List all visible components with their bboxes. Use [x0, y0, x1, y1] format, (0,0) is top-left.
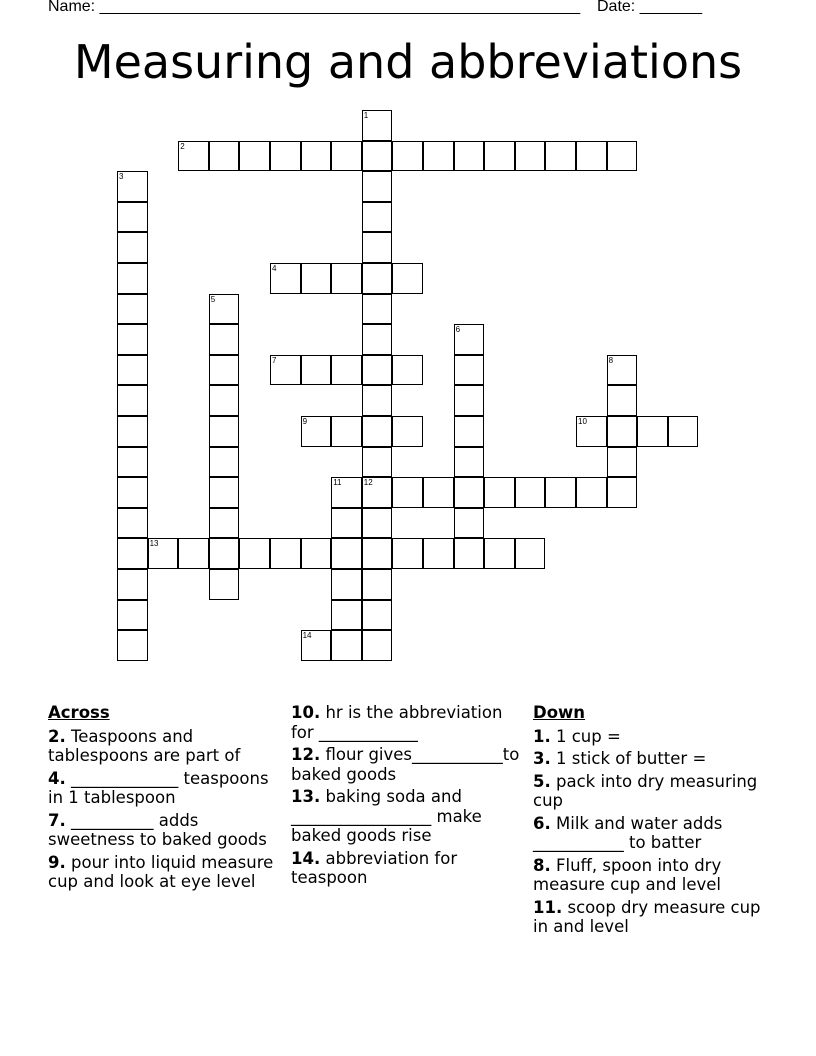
grid-cell[interactable]	[454, 324, 485, 355]
grid-cell[interactable]	[362, 202, 393, 233]
grid-cell[interactable]	[117, 447, 148, 478]
grid-cell[interactable]	[117, 263, 148, 294]
grid-cell[interactable]	[209, 355, 240, 386]
cell-number: 14	[302, 631, 312, 641]
grid-cell[interactable]	[117, 508, 148, 539]
name-label: Name:	[48, 0, 96, 15]
grid-cell[interactable]	[454, 385, 485, 416]
grid-cell[interactable]	[362, 324, 393, 355]
cell-number: 7	[272, 355, 277, 365]
grid-cell[interactable]	[392, 416, 423, 447]
grid-cell[interactable]	[117, 416, 148, 447]
down-clues-column	[533, 703, 771, 940]
grid-cell[interactable]	[576, 477, 607, 508]
grid-cell[interactable]	[576, 416, 607, 447]
grid-cell[interactable]	[270, 263, 301, 294]
across-clues-column-2	[291, 703, 529, 891]
grid-cell[interactable]	[392, 477, 423, 508]
grid-cell[interactable]	[515, 538, 546, 569]
grid-cell[interactable]	[117, 294, 148, 325]
clue-item	[533, 898, 771, 937]
clue-item	[291, 745, 529, 784]
grid-cell[interactable]	[209, 508, 240, 539]
grid-cell[interactable]	[117, 538, 148, 569]
grid-cell[interactable]	[362, 630, 393, 661]
clue-item	[533, 856, 771, 895]
grid-cell[interactable]	[454, 416, 485, 447]
clue-text: pack into dry measuring cup	[533, 771, 758, 810]
cell-number: 6	[455, 325, 461, 335]
grid-cell[interactable]	[545, 141, 576, 172]
clue-text: flour gives___________to baked goods	[291, 745, 520, 784]
grid-cell[interactable]	[209, 324, 240, 355]
grid-cell[interactable]	[209, 416, 240, 447]
cell-number: 4	[272, 264, 277, 273]
grid-cell[interactable]	[362, 263, 393, 294]
grid-cell[interactable]	[392, 263, 423, 294]
grid-cell[interactable]	[209, 294, 240, 325]
grid-cell[interactable]	[270, 141, 301, 172]
grid-cell[interactable]	[515, 141, 546, 172]
clue-text: _____________ teaspoons in 1 tablespoon	[48, 768, 269, 807]
grid-cell[interactable]	[117, 630, 148, 661]
cell-number: 2	[180, 141, 185, 151]
cell-number: 5	[210, 294, 216, 304]
grid-cell[interactable]	[362, 416, 393, 447]
clue-text: scoop dry measure cup in and level	[533, 897, 761, 936]
grid-cell[interactable]	[637, 416, 668, 447]
clue-text: Teaspoons and tablespoons are part of	[48, 726, 241, 765]
grid-cell[interactable]	[117, 324, 148, 355]
grid-cell[interactable]	[209, 569, 240, 600]
clue-text: Milk and water adds ___________ to batter	[533, 813, 723, 852]
grid-cell[interactable]	[301, 141, 332, 172]
clue-item	[291, 849, 529, 888]
cell-number: 10	[578, 417, 587, 426]
clue-number: 12.	[291, 745, 321, 764]
grid-cell[interactable]	[331, 263, 362, 294]
grid-cell[interactable]	[209, 141, 240, 172]
grid-cell[interactable]	[362, 294, 393, 325]
grid-cell[interactable]	[209, 538, 240, 569]
cell-number: 11	[333, 478, 342, 488]
grid-cell[interactable]	[392, 355, 423, 386]
clue-number: 13.	[291, 787, 321, 806]
grid-cell[interactable]	[331, 630, 362, 661]
clue-item	[291, 703, 529, 742]
clue-item	[48, 727, 286, 766]
clue-item	[48, 853, 286, 892]
grid-cell[interactable]	[117, 385, 148, 416]
name-blank[interactable]: ______________________________________________________	[99, 0, 581, 15]
grid-cell[interactable]	[607, 416, 638, 447]
grid-cell[interactable]	[362, 538, 393, 569]
cell-number: 3	[119, 172, 124, 182]
grid-cell[interactable]	[239, 141, 270, 172]
grid-cell[interactable]	[484, 538, 515, 569]
across-heading: Across	[48, 703, 110, 722]
clue-text: pour into liquid measure cup and look at eye level	[48, 852, 274, 891]
down-heading: Down	[533, 703, 586, 722]
clue-text: abbreviation for teaspoon	[291, 848, 458, 887]
clue-number: 5.	[533, 771, 551, 791]
clue-number: 9.	[48, 852, 66, 872]
grid-cell[interactable]	[331, 600, 362, 631]
grid-cell[interactable]	[301, 538, 332, 569]
grid-cell[interactable]	[607, 355, 638, 386]
grid-cell[interactable]	[607, 385, 638, 416]
grid-cell[interactable]	[209, 447, 240, 478]
grid-cell[interactable]	[392, 538, 423, 569]
grid-cell[interactable]	[362, 110, 393, 141]
grid-cell[interactable]	[178, 141, 209, 172]
grid-cell[interactable]	[454, 477, 485, 508]
grid-cell[interactable]	[362, 355, 393, 386]
grid-cell[interactable]	[270, 538, 301, 569]
grid-cell[interactable]	[362, 141, 393, 172]
grid-cell[interactable]	[270, 355, 301, 386]
across-clues-column-1	[48, 703, 286, 895]
grid-cell[interactable]	[545, 477, 576, 508]
grid-cell[interactable]	[607, 447, 638, 478]
grid-cell[interactable]	[362, 569, 393, 600]
grid-cell[interactable]	[607, 477, 638, 508]
grid-cell[interactable]	[331, 508, 362, 539]
grid-cell[interactable]	[454, 141, 485, 172]
grid-cell[interactable]	[454, 355, 485, 386]
clue-item	[533, 727, 771, 747]
clue-number: 3.	[533, 749, 551, 768]
clue-number: 2.	[48, 726, 66, 746]
page-title: Measuring and abbreviations	[73, 35, 743, 89]
clue-text: 1 cup =	[550, 726, 621, 746]
clue-text: baking soda and _________________ make baked goods rise	[291, 787, 482, 845]
grid-cell[interactable]	[148, 538, 179, 569]
grid-cell[interactable]	[117, 232, 148, 263]
clue-number: 8.	[533, 855, 551, 875]
grid-cell[interactable]	[423, 141, 454, 172]
grid-cell[interactable]	[362, 171, 393, 202]
grid-cell[interactable]	[117, 600, 148, 631]
grid-cell[interactable]	[362, 600, 393, 631]
grid-cell[interactable]	[362, 477, 393, 508]
clue-text: 1 stick of butter =	[550, 749, 707, 768]
grid-cell[interactable]	[362, 385, 393, 416]
clue-item	[48, 811, 286, 850]
grid-cell[interactable]	[515, 477, 546, 508]
clue-text: hr is the abbreviation for ____________	[291, 703, 503, 742]
grid-cell[interactable]	[362, 508, 393, 539]
clue-text: Fluff, spoon into dry measure cup and level	[533, 855, 722, 894]
grid-cell[interactable]	[301, 416, 332, 447]
clue-number: 1.	[533, 726, 551, 746]
clue-item	[533, 814, 771, 853]
clue-number: 4.	[48, 768, 66, 788]
clue-number: 6.	[533, 813, 551, 833]
grid-cell[interactable]	[117, 477, 148, 508]
grid-cell[interactable]	[331, 538, 362, 569]
grid-cell[interactable]	[607, 141, 638, 172]
grid-cell[interactable]	[301, 630, 332, 661]
grid-cell[interactable]	[484, 477, 515, 508]
grid-cell[interactable]	[239, 538, 270, 569]
clue-number: 14.	[291, 848, 321, 868]
grid-cell[interactable]	[362, 232, 393, 263]
date-label: Date:	[597, 0, 636, 15]
cell-number: 1	[363, 111, 369, 120]
clue-number: 11.	[533, 897, 563, 917]
grid-cell[interactable]	[331, 569, 362, 600]
grid-cell[interactable]	[301, 355, 332, 386]
cell-number: 9	[302, 417, 308, 426]
grid-cell[interactable]	[423, 477, 454, 508]
clue-number: 7.	[48, 810, 66, 830]
grid-cell[interactable]	[454, 447, 485, 478]
grid-cell[interactable]	[301, 263, 332, 294]
clue-item	[48, 769, 286, 808]
clue-number: 10.	[291, 703, 321, 722]
clue-item	[291, 787, 529, 846]
clue-text: __________ adds sweetness to baked goods	[48, 810, 267, 849]
grid-cell[interactable]	[484, 141, 515, 172]
grid-cell[interactable]	[423, 538, 454, 569]
grid-cell[interactable]	[209, 385, 240, 416]
grid-cell[interactable]	[117, 355, 148, 386]
grid-cell[interactable]	[331, 355, 362, 386]
grid-cell[interactable]	[117, 569, 148, 600]
date-blank[interactable]: _______	[639, 0, 702, 15]
grid-cell[interactable]	[576, 141, 607, 172]
clue-item	[533, 772, 771, 811]
grid-cell[interactable]	[178, 538, 209, 569]
grid-cell[interactable]	[117, 171, 148, 202]
grid-cell[interactable]	[331, 477, 362, 508]
cell-number: 13	[149, 539, 159, 549]
grid-cell[interactable]	[392, 141, 423, 172]
grid-cell[interactable]	[209, 477, 240, 508]
grid-cell[interactable]	[117, 202, 148, 233]
clue-item	[533, 749, 771, 769]
grid-cell[interactable]	[331, 141, 362, 172]
grid-cell[interactable]	[454, 508, 485, 539]
grid-cell[interactable]	[362, 447, 393, 478]
cell-number: 8	[608, 355, 614, 365]
cell-number: 12	[363, 478, 373, 488]
grid-cell[interactable]	[668, 416, 699, 447]
grid-cell[interactable]	[331, 416, 362, 447]
grid-cell[interactable]	[454, 538, 485, 569]
